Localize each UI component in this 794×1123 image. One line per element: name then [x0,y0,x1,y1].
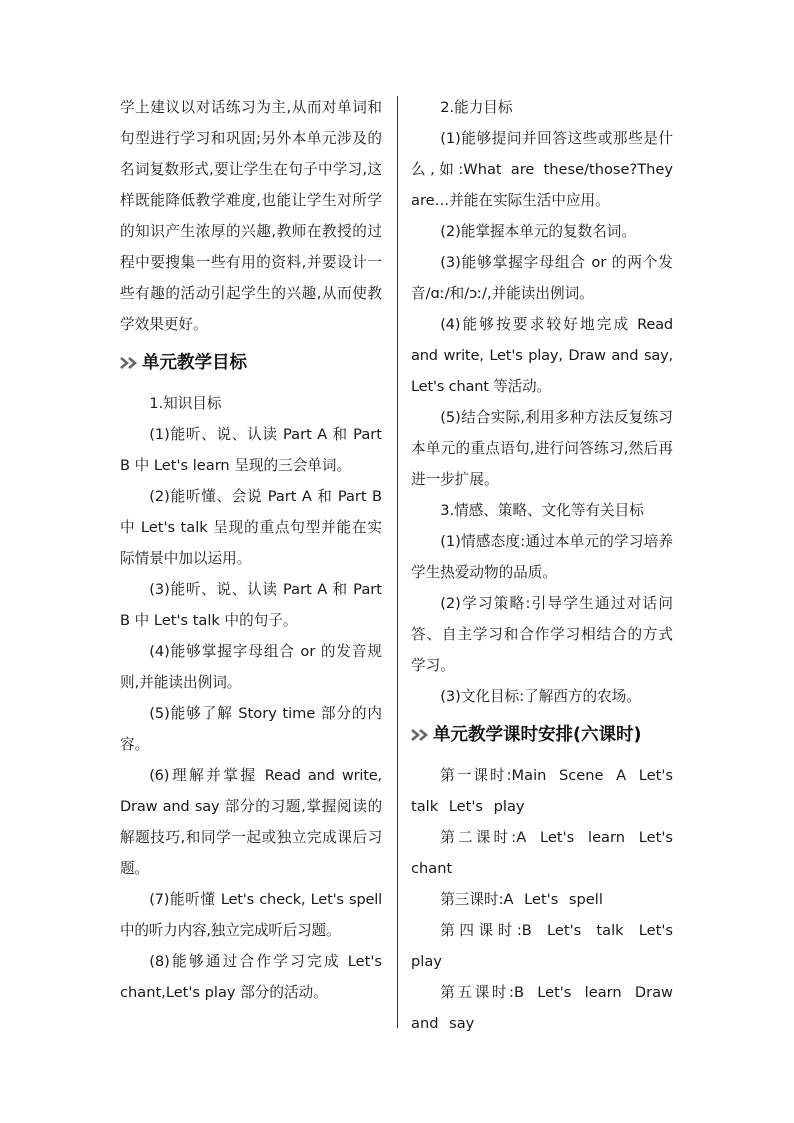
ability-goals-title: 2.能力目标 [440,99,513,116]
double-chevron-right-icon [411,728,431,742]
schedule-item-2: 第二课时:A Let's learn Let's chant [411,829,673,877]
section-heading-teaching-goals [120,347,382,379]
knowledge-item-5: (5)能够了解 Story time 部分的内容。 [120,705,382,753]
knowledge-item-3: (3)能听、说、认读 Part A 和 Part B 中 Let's talk 中的句子。 [120,581,382,629]
ability-item-5: (5)结合实际,利用多种方法反复练习本单元的重点语句,进行问答练习,然后再进一步扩展。 [411,409,673,488]
intro-paragraph: 学上建议以对话练习为主,从而对单词和句型进行学习和巩固;另外本单元涉及的名词复数形式,要让学生在句子中学习,这样既能降低教学难度,也能让学生对所学的知识产生浓厚的兴趣,教师在教授的过程中要搜集一些有用的资料,并要设计一些有趣的活动引起学生的兴趣,从而使教学效果更好。 [120,99,382,333]
emotion-item-2: (2)学习策略:引导学生通过对话问答、自主学习和合作学习相结合的方式学习。 [411,595,673,674]
schedule-list [411,760,673,1039]
knowledge-item-1: (1)能听、说、认读 Part A 和 Part B 中 Let's learn 呈现的三会单词。 [120,426,382,474]
knowledge-item-8: (8)能够通过合作学习完成 Let's chant,Let's play 部分的活动。 [120,953,382,1001]
schedule-item-1: 第一课时:Main Scene A Let's talk Let's play [411,767,673,815]
emotion-goals-title: 3.情感、策略、文化等有关目标 [440,502,644,519]
knowledge-item-6: (6)理解并掌握 Read and write, Draw and say 部分的习题,掌握阅读的解题技巧,和同学一起或独立完成课后习题。 [120,767,382,877]
column-divider [397,96,398,1028]
knowledge-item-7: (7)能听懂 Let's check, Let's spell 中的听力内容,独立完成听后习题。 [120,891,382,939]
schedule-item-4: 第四课时:B Let's talk Let's play [411,922,673,970]
knowledge-goals-title: 1.知识目标 [149,395,222,412]
ability-item-3: (3)能够掌握字母组合 or 的两个发音/ɑː/和/ɔː/,并能读出例词。 [411,254,673,302]
right-column [411,92,673,1039]
ability-item-2: (2)能掌握本单元的复数名词。 [440,223,636,240]
emotion-item-1: (1)情感态度:通过本单元的学习培养学生热爱动物的品质。 [411,533,673,581]
left-column [120,92,382,1008]
schedule-item-3: 第三课时:A Let's spell [440,891,603,908]
section-heading-text: 单元教学目标 [142,352,247,373]
section-heading-schedule [411,719,673,751]
knowledge-item-4: (4)能够掌握字母组合 or 的发音规则,并能读出例词。 [120,643,382,691]
schedule-item-5: 第五课时:B Let's learn Draw and say [411,984,673,1032]
ability-item-4: (4)能够按要求较好地完成 Read and write, Let's play, Draw and say, Let's chant 等活动。 [411,316,673,395]
knowledge-item-2: (2)能听懂、会说 Part A 和 Part B 中 Let's talk 呈现的重点句型并能在实际情景中加以运用。 [120,488,382,567]
ability-item-1: (1)能够提问并回答这些或那些是什么,如:What are these/those?They are…并能在实际生活中应用。 [411,130,673,209]
double-chevron-right-icon [120,356,140,370]
emotion-item-3: (3)文化目标:了解西方的农场。 [440,688,641,705]
section-heading-text: 单元教学课时安排(六课时) [433,724,642,745]
